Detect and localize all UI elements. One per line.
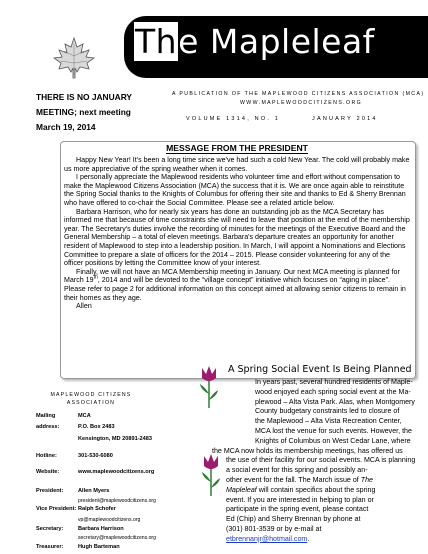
organization-name: MAPLEWOOD CITIZENS ASSOCIATION — [50, 392, 132, 406]
issue-date: JANUARY 2014 — [312, 116, 378, 122]
secretary-label: Secretary: — [36, 526, 64, 532]
treasurer-name: Hugh Barteman — [78, 544, 120, 550]
newsletter-title: The Mapleleaf — [135, 22, 375, 61]
contact-email-link[interactable]: etbrennanjr@hotmail.com — [226, 534, 308, 543]
masthead-website: WWW.MAPLEWOODCITIZENS.ORG — [240, 100, 363, 106]
maple-leaf-logo — [52, 36, 96, 80]
publication-line: A PUBLICATION OF THE MAPLEWOOD CITIZENS ASSOCIATION (MCA) — [172, 91, 425, 97]
signature: Allen — [76, 302, 92, 311]
president-message-body — [64, 156, 410, 311]
address-label: address: — [36, 424, 60, 430]
notice-line: March 19, 2014 — [36, 122, 96, 132]
hotline-number: 301-530-6080 — [78, 453, 113, 459]
spring-social-body: In years past, several hundred residents of Maple- wood enjoyed each spring social event at the Ma- plewood – Alta Vista Park. Alas, when Montgomery County budgetary constraints led to closure of the Maplewood – Alta Vista Recreation Center, MCA lost the venue for such events. However, the Knights of Columbus on West Cedar Lane, where the MCA now holds its membership meetings, has offered us the use of their facility for our social events. MCA is planning a social event for this spring and possibly an- other event for the fall. The March issue of The Mapleleaf will contain specifics about the spring event. If you are interested in helping to plan or participate in the spring event, please contact Ed (Chip) and Sherry Brennan by phone at (301) 801-3539 or by e-mail at etbrennanjr@hotmail.com. — [212, 378, 416, 543]
paragraph: Finally, we will not have an MCA Membership meeting in January. Our next MCA meeting is planned for March 19th, 2014 and will be devoted to the “village concept” initiative which focuses on “aging in place”. Please refer to page 2 for additional information on this concept aimed at allowing senior citizens to remain in their homes as they age. — [64, 267, 406, 302]
hotline-label: Hotline: — [36, 453, 57, 459]
president-message-heading: MESSAGE FROM THE PRESIDENT — [166, 143, 308, 153]
meeting-notice — [36, 90, 176, 135]
treasurer-label: Treasurer: — [36, 544, 64, 550]
spring-social-heading: A Spring Social Event Is Being Planned — [228, 364, 412, 375]
president-email[interactable]: president@maplewoodcitizens.org — [78, 498, 156, 504]
address-line: Kensington, MD 20891-2483 — [78, 436, 152, 442]
vp-email[interactable]: vp@maplewoodcitizens.org — [78, 517, 141, 523]
paragraph: Barbara Harrison, who for nearly six years has done an outstanding job as the MCA Secretary has informed me that because of time constraints she will need to leave that position at the end of the membership year. The Secretary's duties involve the recording of minutes for the meetings of the Executive Board and the General Membership – a total of eleven meetings. Barbara's departure creates an opportunity for another resident of Maplewood to step into a leadership position. In March, I will appoint a Nominations and Elections Committee to prepare a slate of officers for the 2014 – 2015. Please consider volunteering for any of the officer positions by letting the Committee know of your interest. — [64, 207, 410, 268]
address-line: P.O. Box 2483 — [78, 424, 115, 430]
vp-name: Ralph Schofer — [78, 506, 116, 512]
president-name: Allen Myers — [78, 488, 110, 494]
secretary-name: Barbara Harrison — [78, 526, 124, 532]
secretary-email[interactable]: secretary@maplewoodcitizens.org — [78, 535, 156, 541]
flower-icon — [196, 364, 222, 408]
notice-line: MEETING; next meeting — [36, 107, 131, 117]
paragraph: Happy New Year! It's been a long time since we've had such a cold New Year. The cold will probably make us more appreciative of the spring weather when it comes. — [64, 156, 410, 173]
notice-line: THERE IS NO JANUARY — [36, 92, 133, 102]
flower-icon — [198, 452, 224, 496]
website-link[interactable]: www.maplewoodcitizens.org — [78, 469, 155, 475]
president-label: President: — [36, 488, 64, 494]
paragraph: I personally appreciate the Maplewood residents who volunteer time and effort without compensation to make the Maplewood Citizens Association (MCA) the success that it is. We are once again able to reinstitute the Spring Social thanks to the Knights of Columbus for offering their site and thanks to Ed & Sherry Brennan who have offered to co-chair the Social Committee. Please see a related article below. — [64, 173, 406, 207]
address-line: MCA — [78, 413, 91, 419]
website-label: Website: — [36, 469, 60, 475]
mailing-label: Mailing — [36, 413, 56, 419]
volume-number: VOLUME 1314, NO. 1 — [186, 116, 281, 122]
vp-label: Vice President: — [36, 506, 77, 512]
